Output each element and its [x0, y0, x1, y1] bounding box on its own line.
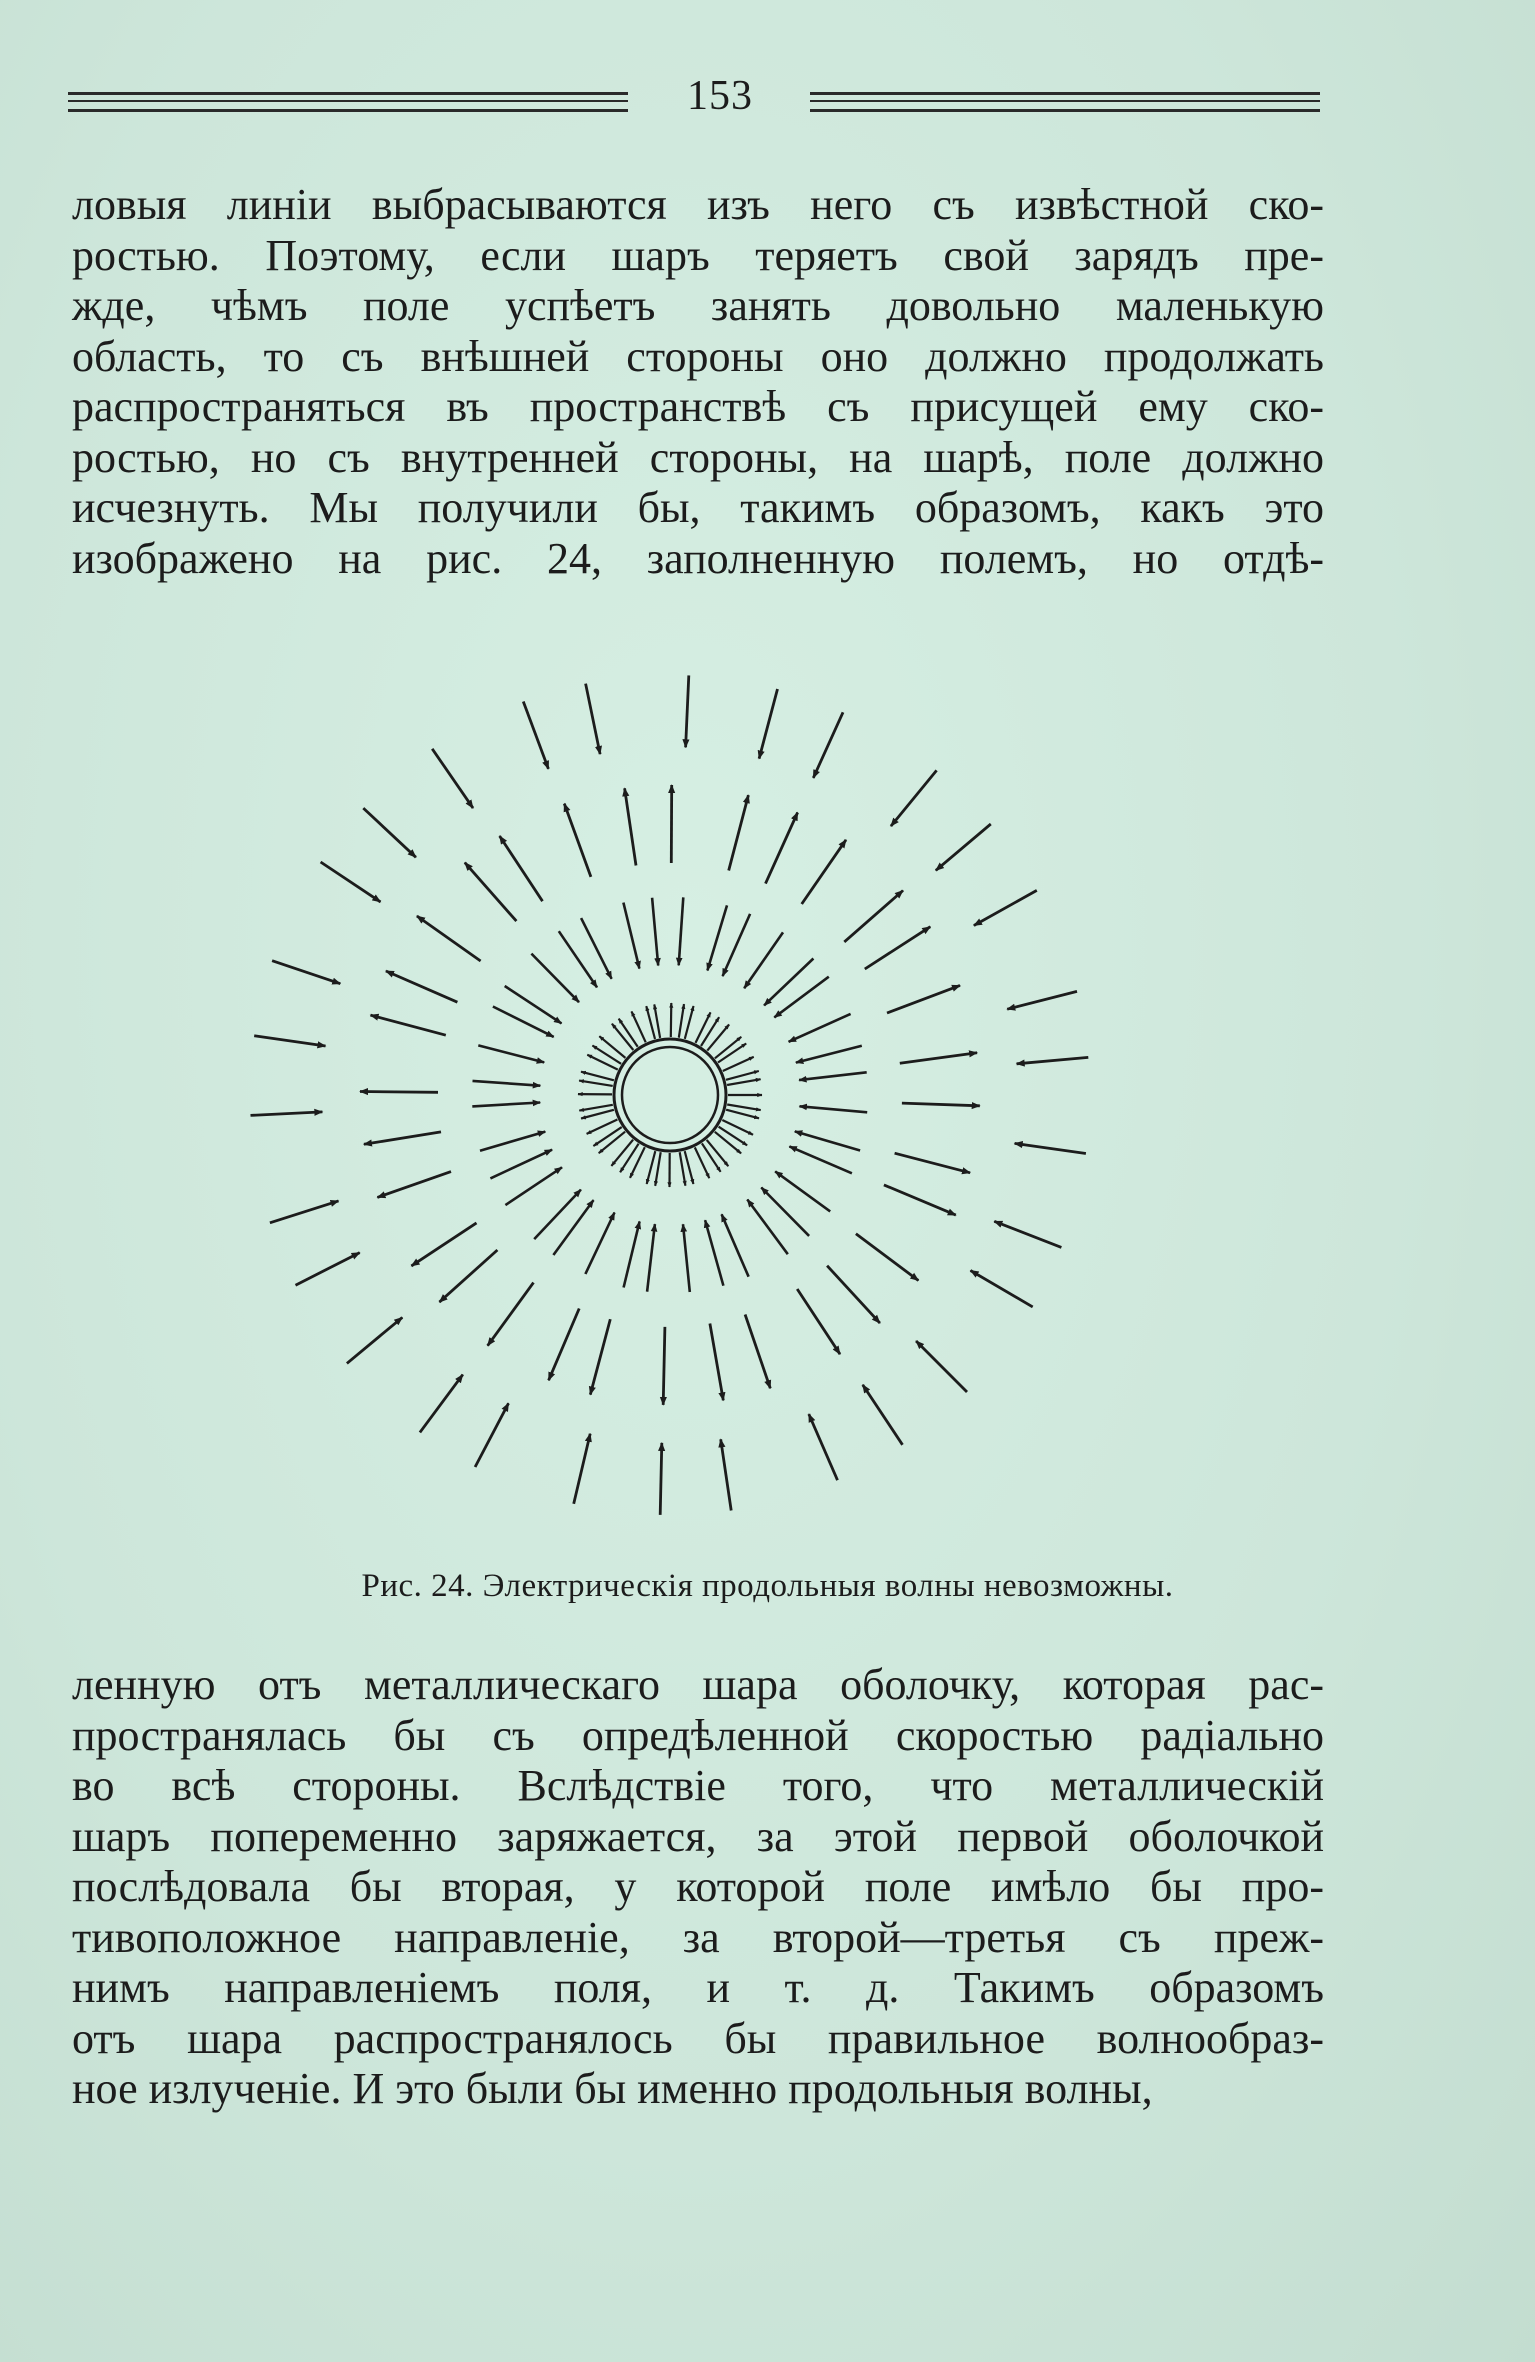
text-line: распространяться въ пространствѣ съ присущей ему ско-: [72, 382, 1324, 431]
field-arrow: [270, 1201, 339, 1223]
field-arrow: [254, 1036, 325, 1046]
field-arrow: [891, 770, 937, 826]
field-arrow: [587, 1055, 618, 1070]
field-arrow: [797, 1289, 840, 1354]
field-arrow: [386, 971, 458, 1002]
field-arrow: [729, 795, 749, 870]
field-arrow: [478, 1045, 544, 1062]
field-arrow: [856, 1234, 919, 1281]
field-arrow: [417, 916, 481, 961]
field-arrow: [646, 1006, 655, 1039]
field-arrow: [726, 1110, 759, 1119]
field-arrow: [581, 1110, 614, 1119]
field-arrow: [775, 1171, 830, 1211]
field-arrow: [696, 1012, 711, 1043]
field-arrow: [632, 1011, 646, 1042]
field-arrow: [663, 1327, 665, 1405]
field-arrow: [599, 1036, 625, 1058]
field-arrow: [936, 824, 991, 870]
text-line: ленную отъ металлическаго шара оболочку, которая рас-: [72, 1660, 1324, 1709]
field-arrow: [863, 1385, 903, 1445]
field-arrow: [707, 905, 727, 970]
text-line: нимъ направленіемъ поля, и т. д. Такимъ образомъ: [72, 1963, 1324, 2012]
field-arrow: [654, 1004, 660, 1038]
field-arrow: [523, 702, 548, 769]
field-arrow: [726, 1071, 759, 1080]
field-arrow: [586, 684, 601, 755]
field-arrow: [727, 1105, 761, 1111]
page-number: 153: [687, 73, 753, 119]
field-arrow: [679, 1004, 684, 1038]
text-line: изображено на рис. 24, заполненную полемъ, но отдѣ-: [72, 533, 1324, 583]
field-arrow: [722, 1214, 749, 1276]
field-arrow: [721, 1439, 732, 1510]
field-arrow: [251, 1112, 323, 1116]
field-arrow: [377, 1172, 451, 1198]
text-line: шаръ попеременно заряжается, за этой первой оболочкой: [72, 1811, 1324, 1861]
field-arrow: [321, 862, 381, 902]
field-arrow: [439, 1250, 497, 1302]
field-arrow: [574, 1434, 591, 1504]
field-arrow: [685, 1151, 694, 1184]
field-lines-figure: [240, 640, 1140, 1520]
field-arrow: [360, 1092, 438, 1093]
field-arrow: [759, 689, 777, 759]
field-arrow: [1007, 991, 1077, 1009]
field-arrow: [363, 808, 416, 857]
field-arrow: [488, 1283, 534, 1346]
field-arrow: [531, 954, 579, 1003]
field-arrow: [827, 1266, 880, 1323]
field-arrow: [745, 1315, 770, 1389]
field-arrow: [865, 927, 931, 969]
field-arrow: [685, 1006, 694, 1039]
field-arrow: [579, 1081, 613, 1086]
text-line: ростью. Поэтому, если шаръ теряетъ свой зарядъ пре-: [72, 230, 1324, 280]
field-arrow: [796, 1046, 862, 1063]
field-arrow: [500, 836, 543, 901]
field-arrow: [564, 804, 591, 877]
field-arrow: [647, 1151, 656, 1184]
figure-caption: Рис. 24. Электрическія продольныя волны невозможны.: [361, 1568, 1174, 1604]
field-arrow: [707, 1025, 729, 1051]
field-arrow: [800, 1106, 868, 1112]
text-line: пространялась бы съ опредѣленной скоростью радіально: [72, 1710, 1324, 1760]
field-arrow: [723, 914, 751, 976]
text-line: во всѣ стороны. Вслѣдствіе того, что металлическій: [72, 1761, 1324, 1810]
header-rule-right: [810, 92, 1320, 112]
field-arrow: [590, 1319, 610, 1394]
field-arrow: [994, 1221, 1061, 1247]
text-line: тивоположное направленіе, за второй—третья съ преж-: [72, 1912, 1324, 1962]
field-arrows: [251, 675, 1089, 1515]
field-arrow: [727, 1079, 761, 1085]
field-arrow: [534, 1190, 581, 1240]
field-arrow: [465, 863, 517, 922]
field-arrow: [473, 1081, 541, 1086]
field-arrow: [844, 891, 903, 942]
field-arrow: [744, 932, 783, 988]
field-arrow: [715, 1132, 741, 1154]
text-line: жде, чѣмъ поле успѣетъ занять довольно маленькую: [72, 281, 1324, 330]
field-arrow: [686, 675, 689, 747]
text-line: ростью, но съ внутренней стороны, на шарѣ, поле должно: [72, 432, 1324, 482]
field-arrow: [472, 1103, 540, 1107]
field-arrow: [272, 961, 340, 984]
field-arrow: [671, 1003, 672, 1037]
field-arrow: [490, 1150, 552, 1179]
field-arrow: [802, 840, 846, 904]
text-line: послѣдовала бы вторая, у которой поле имѣло бы про-: [72, 1862, 1324, 1911]
field-arrow: [1017, 1057, 1089, 1063]
field-arrow: [505, 1167, 562, 1205]
field-arrow: [916, 1341, 967, 1392]
field-arrow: [475, 1403, 508, 1467]
field-arrow: [766, 813, 798, 884]
field-arrow: [296, 1253, 360, 1286]
field-arrow: [625, 788, 636, 865]
field-arrow: [581, 1072, 614, 1081]
field-arrow: [611, 1140, 633, 1166]
field-arrow: [1015, 1143, 1086, 1153]
field-arrow: [710, 1324, 723, 1401]
field-arrow: [592, 1046, 621, 1064]
field-arrow: [623, 903, 639, 969]
field-arrow: [660, 1443, 662, 1515]
field-arrow: [971, 1271, 1033, 1307]
field-arrow: [411, 1223, 476, 1266]
field-arrow: [707, 1140, 729, 1166]
text-line: исчезнуть. Мы получили бы, такимъ образомъ, какъ это: [72, 483, 1324, 532]
bottom-paragraph: [72, 1660, 1324, 2115]
field-arrow: [723, 1057, 754, 1071]
field-arrow: [655, 1152, 661, 1186]
field-arrow: [364, 1132, 441, 1144]
top-paragraph: [72, 180, 1324, 584]
field-arrow: [624, 1221, 640, 1287]
field-arrow: [420, 1375, 463, 1433]
field-arrow: [683, 1224, 690, 1292]
field-arrow: [371, 1015, 446, 1035]
field-arrow: [887, 985, 960, 1013]
field-arrow: [679, 897, 684, 965]
field-arrow: [799, 1072, 867, 1080]
field-arrow: [680, 1152, 686, 1186]
field-arrow: [789, 1146, 852, 1173]
text-line: отъ шара распространялось бы правильное волнообраз-: [72, 2013, 1324, 2063]
metal-sphere: [614, 1039, 726, 1151]
field-arrow: [432, 749, 473, 808]
field-arrow: [795, 1131, 860, 1150]
text-line: ное излученіе. И это были бы именно продольныя волны,: [72, 2064, 1153, 2113]
text-line: ловыя линіи выбрасываются изъ него съ извѣстной ско-: [72, 180, 1324, 229]
field-arrow: [347, 1317, 402, 1363]
field-arrow: [585, 1213, 614, 1275]
field-arrow: [813, 712, 843, 778]
field-arrow: [553, 1200, 593, 1255]
field-arrow: [701, 1017, 719, 1046]
field-arrow: [774, 977, 829, 1018]
field-arrow: [789, 1014, 851, 1042]
field-arrow: [809, 1414, 838, 1480]
field-arrow: [884, 1185, 956, 1215]
field-arrow: [974, 890, 1037, 925]
field-arrow: [895, 1153, 971, 1173]
text-line: область, то съ внѣшней стороны оно должно продолжать: [72, 331, 1324, 381]
field-arrow: [902, 1103, 980, 1106]
field-arrow: [549, 1309, 580, 1381]
field-arrow: [480, 1132, 545, 1151]
field-arrow: [764, 959, 813, 1006]
field-arrow: [652, 898, 658, 966]
field-arrow: [705, 1220, 723, 1286]
field-arrow: [579, 1105, 613, 1111]
header-rule-left: [68, 92, 628, 112]
field-arrow: [900, 1053, 977, 1064]
field-arrow: [647, 1224, 655, 1292]
